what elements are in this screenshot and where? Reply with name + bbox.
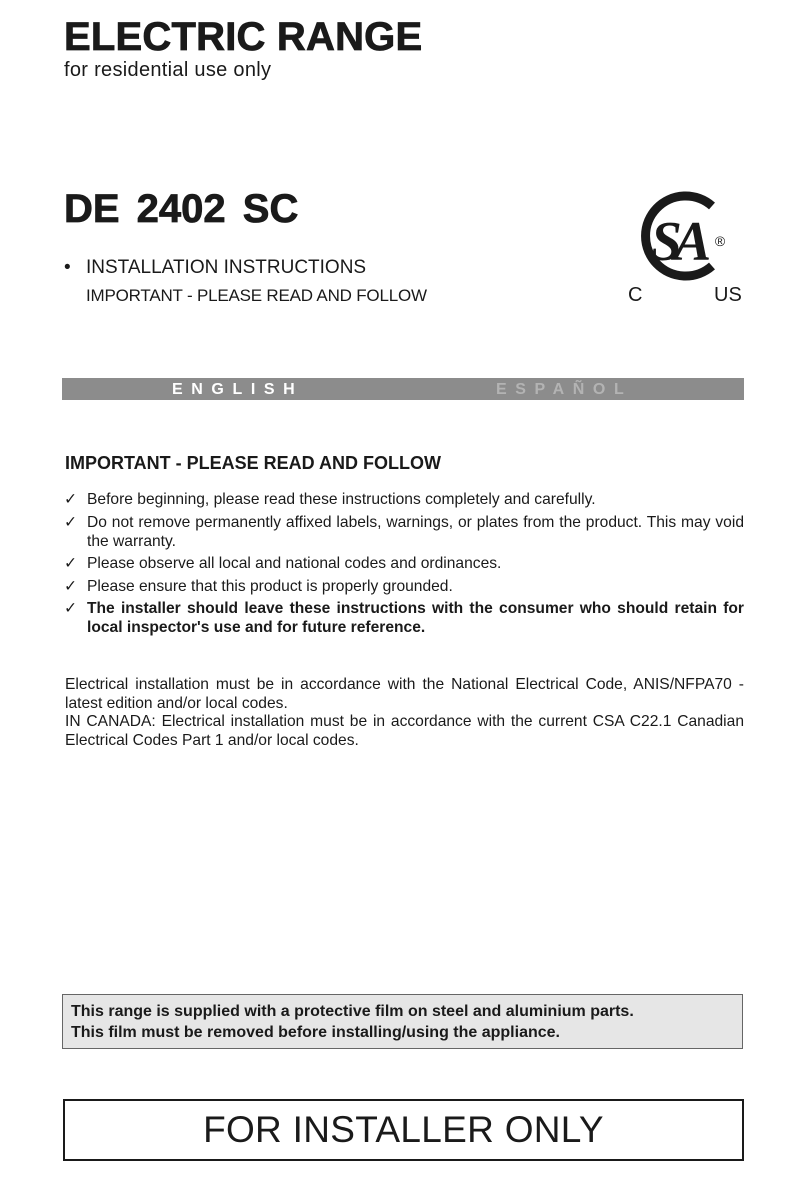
checklist-item-text: Please ensure that this product is properly grounded. (87, 577, 453, 595)
csa-certification-logo (630, 188, 726, 284)
language-spanish: ESPAÑOL (496, 381, 633, 398)
electrical-canada-paragraph: IN CANADA: Electrical installation must be in accordance with the current CSA C22.1 Canadian Electrical Codes Part 1 and/or local codes. (65, 713, 744, 749)
language-bar (62, 378, 744, 400)
checkmark-icon: ✓ (64, 513, 78, 531)
important-heading: IMPORTANT - PLEASE READ AND FOLLOW (65, 453, 441, 473)
checklist-item-text: The installer should leave these instructions with the consumer who should retain for local inspector's use and for future reference. (87, 600, 744, 636)
registered-mark-icon: ® (714, 233, 726, 249)
checkmark-icon: ✓ (64, 600, 78, 617)
language-english: ENGLISH (172, 381, 304, 398)
csa-logo-letters: SA (650, 211, 704, 273)
electrical-us-paragraph: Electrical installation must be in accordance with the National Electrical Code, ANIS/NFPA70 - latest edition and/or local codes. (65, 676, 744, 712)
checklist-item (64, 513, 744, 551)
checkmark-icon: ✓ (64, 491, 78, 508)
csa-canada-label: C (628, 284, 643, 306)
protective-film-notice (62, 994, 743, 1049)
checklist-item (64, 577, 744, 596)
checklist-item-text: Please observe all local and national codes and ordinances. (87, 555, 502, 572)
checklist-item-text: Before beginning, please read these instructions completely and carefully. (87, 491, 596, 508)
film-notice-line-1: This range is supplied with a protective film on steel and aluminium parts. (71, 1003, 634, 1020)
checkmark-icon: ✓ (64, 555, 78, 572)
installation-title-text: INSTALLATION INSTRUCTIONS (86, 257, 367, 278)
csa-us-label: US (714, 284, 742, 306)
document-subtitle: for residential use only (64, 59, 272, 81)
bullet-icon: • (64, 257, 71, 278)
installer-only-banner: FOR INSTALLER ONLY (63, 1099, 744, 1161)
instruction-checklist (64, 490, 744, 641)
checklist-item-text: Do not remove permanently affixed labels, warnings, or plates from the product. This may void the warranty. (87, 513, 744, 550)
installation-instructions-title (64, 257, 366, 279)
electrical-requirements (65, 676, 744, 750)
checklist-item (64, 599, 744, 637)
checklist-item (64, 554, 744, 573)
film-notice-line-2: This film must be removed before installing/using the appliance. (71, 1024, 560, 1041)
model-number: DE 2402 SC (64, 187, 299, 231)
installation-subtitle: IMPORTANT - PLEASE READ AND FOLLOW (86, 286, 427, 305)
checkmark-icon: ✓ (64, 577, 78, 595)
document-title: ELECTRIC RANGE (64, 15, 423, 59)
checklist-item (64, 490, 744, 509)
